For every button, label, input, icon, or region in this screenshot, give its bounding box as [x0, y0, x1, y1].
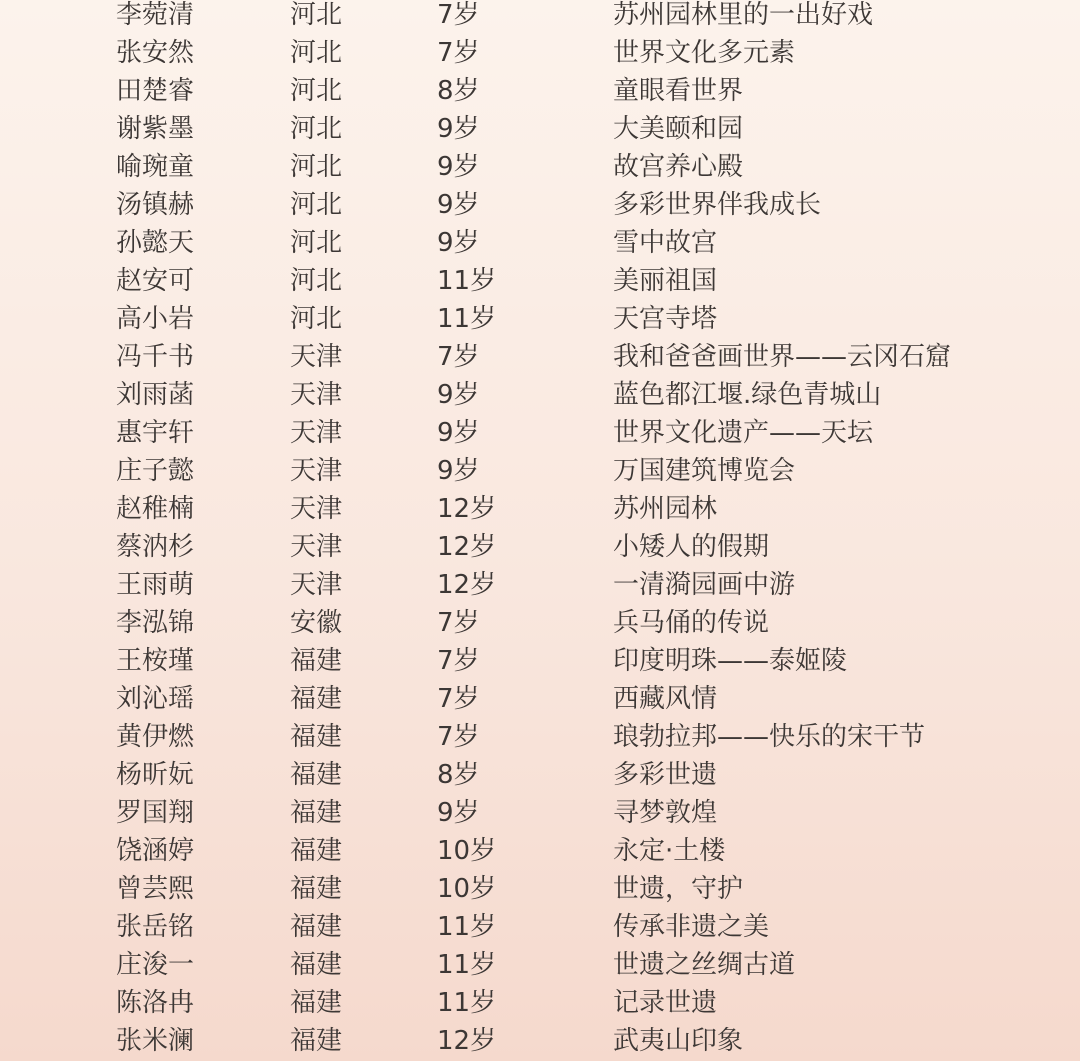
student-province: 福建	[290, 950, 343, 980]
list-row	[0, 490, 1080, 528]
student-name: 刘雨菡	[116, 380, 195, 410]
student-name: 赵稚楠	[116, 494, 195, 524]
student-age: 12岁	[437, 494, 497, 524]
list-row	[0, 110, 1080, 148]
list-row	[0, 756, 1080, 794]
list-row	[0, 338, 1080, 376]
student-province: 天津	[290, 380, 343, 410]
student-age: 8岁	[437, 76, 480, 106]
artwork-title: 苏州园林	[613, 494, 718, 524]
student-age: 11岁	[437, 304, 497, 334]
list-row	[0, 0, 1080, 34]
student-age: 9岁	[437, 418, 480, 448]
student-age: 11岁	[437, 950, 497, 980]
artwork-title: 传承非遗之美	[613, 912, 770, 942]
student-name: 王桉瑾	[116, 646, 195, 676]
student-province: 安徽	[290, 608, 343, 638]
student-name: 饶涵婷	[116, 836, 195, 866]
artwork-title: 印度明珠——泰姬陵	[613, 646, 848, 676]
artwork-title: 世界文化多元素	[613, 38, 796, 68]
student-age: 10岁	[437, 874, 497, 904]
student-age: 7岁	[437, 342, 480, 372]
student-name: 蔡汭杉	[116, 532, 195, 562]
artwork-title: 武夷山印象	[613, 1026, 744, 1056]
list-row	[0, 528, 1080, 566]
artwork-title: 琅勃拉邦——快乐的宋干节	[613, 722, 926, 752]
student-name: 杨昕妧	[116, 760, 195, 790]
list-row	[0, 186, 1080, 224]
student-name: 田楚睿	[116, 76, 195, 106]
student-province: 河北	[290, 0, 343, 30]
student-province: 福建	[290, 1026, 343, 1056]
artwork-title: 一清漪园画中游	[613, 570, 796, 600]
student-age: 12岁	[437, 570, 497, 600]
list-row	[0, 566, 1080, 604]
list-row	[0, 376, 1080, 414]
student-name: 刘沁瑶	[116, 684, 195, 714]
student-name: 汤镇赫	[116, 190, 195, 220]
student-name: 庄浚一	[116, 950, 195, 980]
student-province: 福建	[290, 684, 343, 714]
artwork-title: 寻梦敦煌	[613, 798, 718, 828]
student-province: 福建	[290, 760, 343, 790]
list-row	[0, 72, 1080, 110]
student-age: 11岁	[437, 266, 497, 296]
student-age: 7岁	[437, 684, 480, 714]
student-name: 张岳铭	[116, 912, 195, 942]
student-name: 罗国翔	[116, 798, 195, 828]
artwork-title: 多彩世遗	[613, 760, 718, 790]
student-name: 赵安可	[116, 266, 195, 296]
student-province: 福建	[290, 836, 343, 866]
student-age: 11岁	[437, 988, 497, 1018]
artwork-title: 天宫寺塔	[613, 304, 718, 334]
student-province: 河北	[290, 228, 343, 258]
list-row	[0, 262, 1080, 300]
artwork-title: 苏州园林里的一出好戏	[613, 0, 874, 30]
student-name: 王雨萌	[116, 570, 195, 600]
student-age: 7岁	[437, 722, 480, 752]
student-age: 7岁	[437, 608, 480, 638]
artwork-title: 多彩世界伴我成长	[613, 190, 822, 220]
student-province: 天津	[290, 532, 343, 562]
list-row	[0, 300, 1080, 338]
student-province: 河北	[290, 266, 343, 296]
list-row	[0, 224, 1080, 262]
list-row	[0, 148, 1080, 186]
student-province: 河北	[290, 304, 343, 334]
artwork-title: 世遗，守护	[613, 874, 744, 904]
list-row	[0, 414, 1080, 452]
student-province: 河北	[290, 152, 343, 182]
student-province: 福建	[290, 798, 343, 828]
student-province: 天津	[290, 570, 343, 600]
artwork-title: 故宫养心殿	[613, 152, 744, 182]
artwork-title: 大美颐和园	[613, 114, 744, 144]
student-age: 9岁	[437, 152, 480, 182]
student-province: 天津	[290, 342, 343, 372]
student-province: 天津	[290, 418, 343, 448]
list-row	[0, 642, 1080, 680]
student-name: 张米澜	[116, 1026, 195, 1056]
student-age: 9岁	[437, 190, 480, 220]
student-province: 福建	[290, 722, 343, 752]
student-province: 河北	[290, 114, 343, 144]
list-row	[0, 908, 1080, 946]
student-name: 曾芸熙	[116, 874, 195, 904]
student-name: 谢紫墨	[116, 114, 195, 144]
artwork-title: 世遗之丝绸古道	[613, 950, 796, 980]
student-province: 福建	[290, 912, 343, 942]
artwork-title: 小矮人的假期	[613, 532, 770, 562]
list-row	[0, 452, 1080, 490]
student-name: 喻琬童	[116, 152, 195, 182]
student-age: 9岁	[437, 456, 480, 486]
artwork-title: 童眼看世界	[613, 76, 744, 106]
student-name: 李泓锦	[116, 608, 195, 638]
student-name: 高小岩	[116, 304, 195, 334]
student-age: 11岁	[437, 912, 497, 942]
student-age: 9岁	[437, 114, 480, 144]
student-province: 天津	[290, 456, 343, 486]
list-row	[0, 984, 1080, 1022]
list-row	[0, 946, 1080, 984]
student-name: 黄伊燃	[116, 722, 195, 752]
student-name: 张安然	[116, 38, 195, 68]
student-name: 庄子懿	[116, 456, 195, 486]
list-row	[0, 870, 1080, 908]
student-age: 10岁	[437, 836, 497, 866]
student-province: 天津	[290, 494, 343, 524]
student-age: 7岁	[437, 38, 480, 68]
student-age: 8岁	[437, 760, 480, 790]
artwork-title: 世界文化遗产——天坛	[613, 418, 874, 448]
student-age: 9岁	[437, 798, 480, 828]
list-row	[0, 794, 1080, 832]
artwork-title: 兵马俑的传说	[613, 608, 770, 638]
student-province: 福建	[290, 874, 343, 904]
artwork-title: 美丽祖国	[613, 266, 718, 296]
student-age: 12岁	[437, 532, 497, 562]
student-age: 9岁	[437, 380, 480, 410]
artwork-title: 永定·土楼	[613, 836, 726, 866]
student-age: 12岁	[437, 1026, 497, 1056]
student-province: 福建	[290, 646, 343, 676]
student-province: 河北	[290, 38, 343, 68]
student-age: 7岁	[437, 646, 480, 676]
student-name: 惠宇轩	[116, 418, 195, 448]
student-province: 福建	[290, 988, 343, 1018]
artwork-title: 雪中故宫	[613, 228, 718, 258]
student-name: 冯千书	[116, 342, 195, 372]
list-row	[0, 718, 1080, 756]
list-row	[0, 34, 1080, 72]
student-province: 河北	[290, 76, 343, 106]
student-province: 河北	[290, 190, 343, 220]
list-row	[0, 680, 1080, 718]
artwork-title: 万国建筑博览会	[613, 456, 796, 486]
student-name: 孙懿天	[116, 228, 195, 258]
list-row	[0, 1022, 1080, 1060]
list-row	[0, 604, 1080, 642]
artwork-title: 蓝色都江堰.绿色青城山	[613, 380, 882, 410]
student-name: 李菀清	[116, 0, 195, 30]
artwork-title: 记录世遗	[613, 988, 718, 1018]
artwork-title: 西藏风情	[613, 684, 718, 714]
student-age: 9岁	[437, 228, 480, 258]
student-name: 陈洛冉	[116, 988, 195, 1018]
list-row	[0, 832, 1080, 870]
student-age: 7岁	[437, 0, 480, 30]
artwork-title: 我和爸爸画世界——云冈石窟	[613, 342, 952, 372]
